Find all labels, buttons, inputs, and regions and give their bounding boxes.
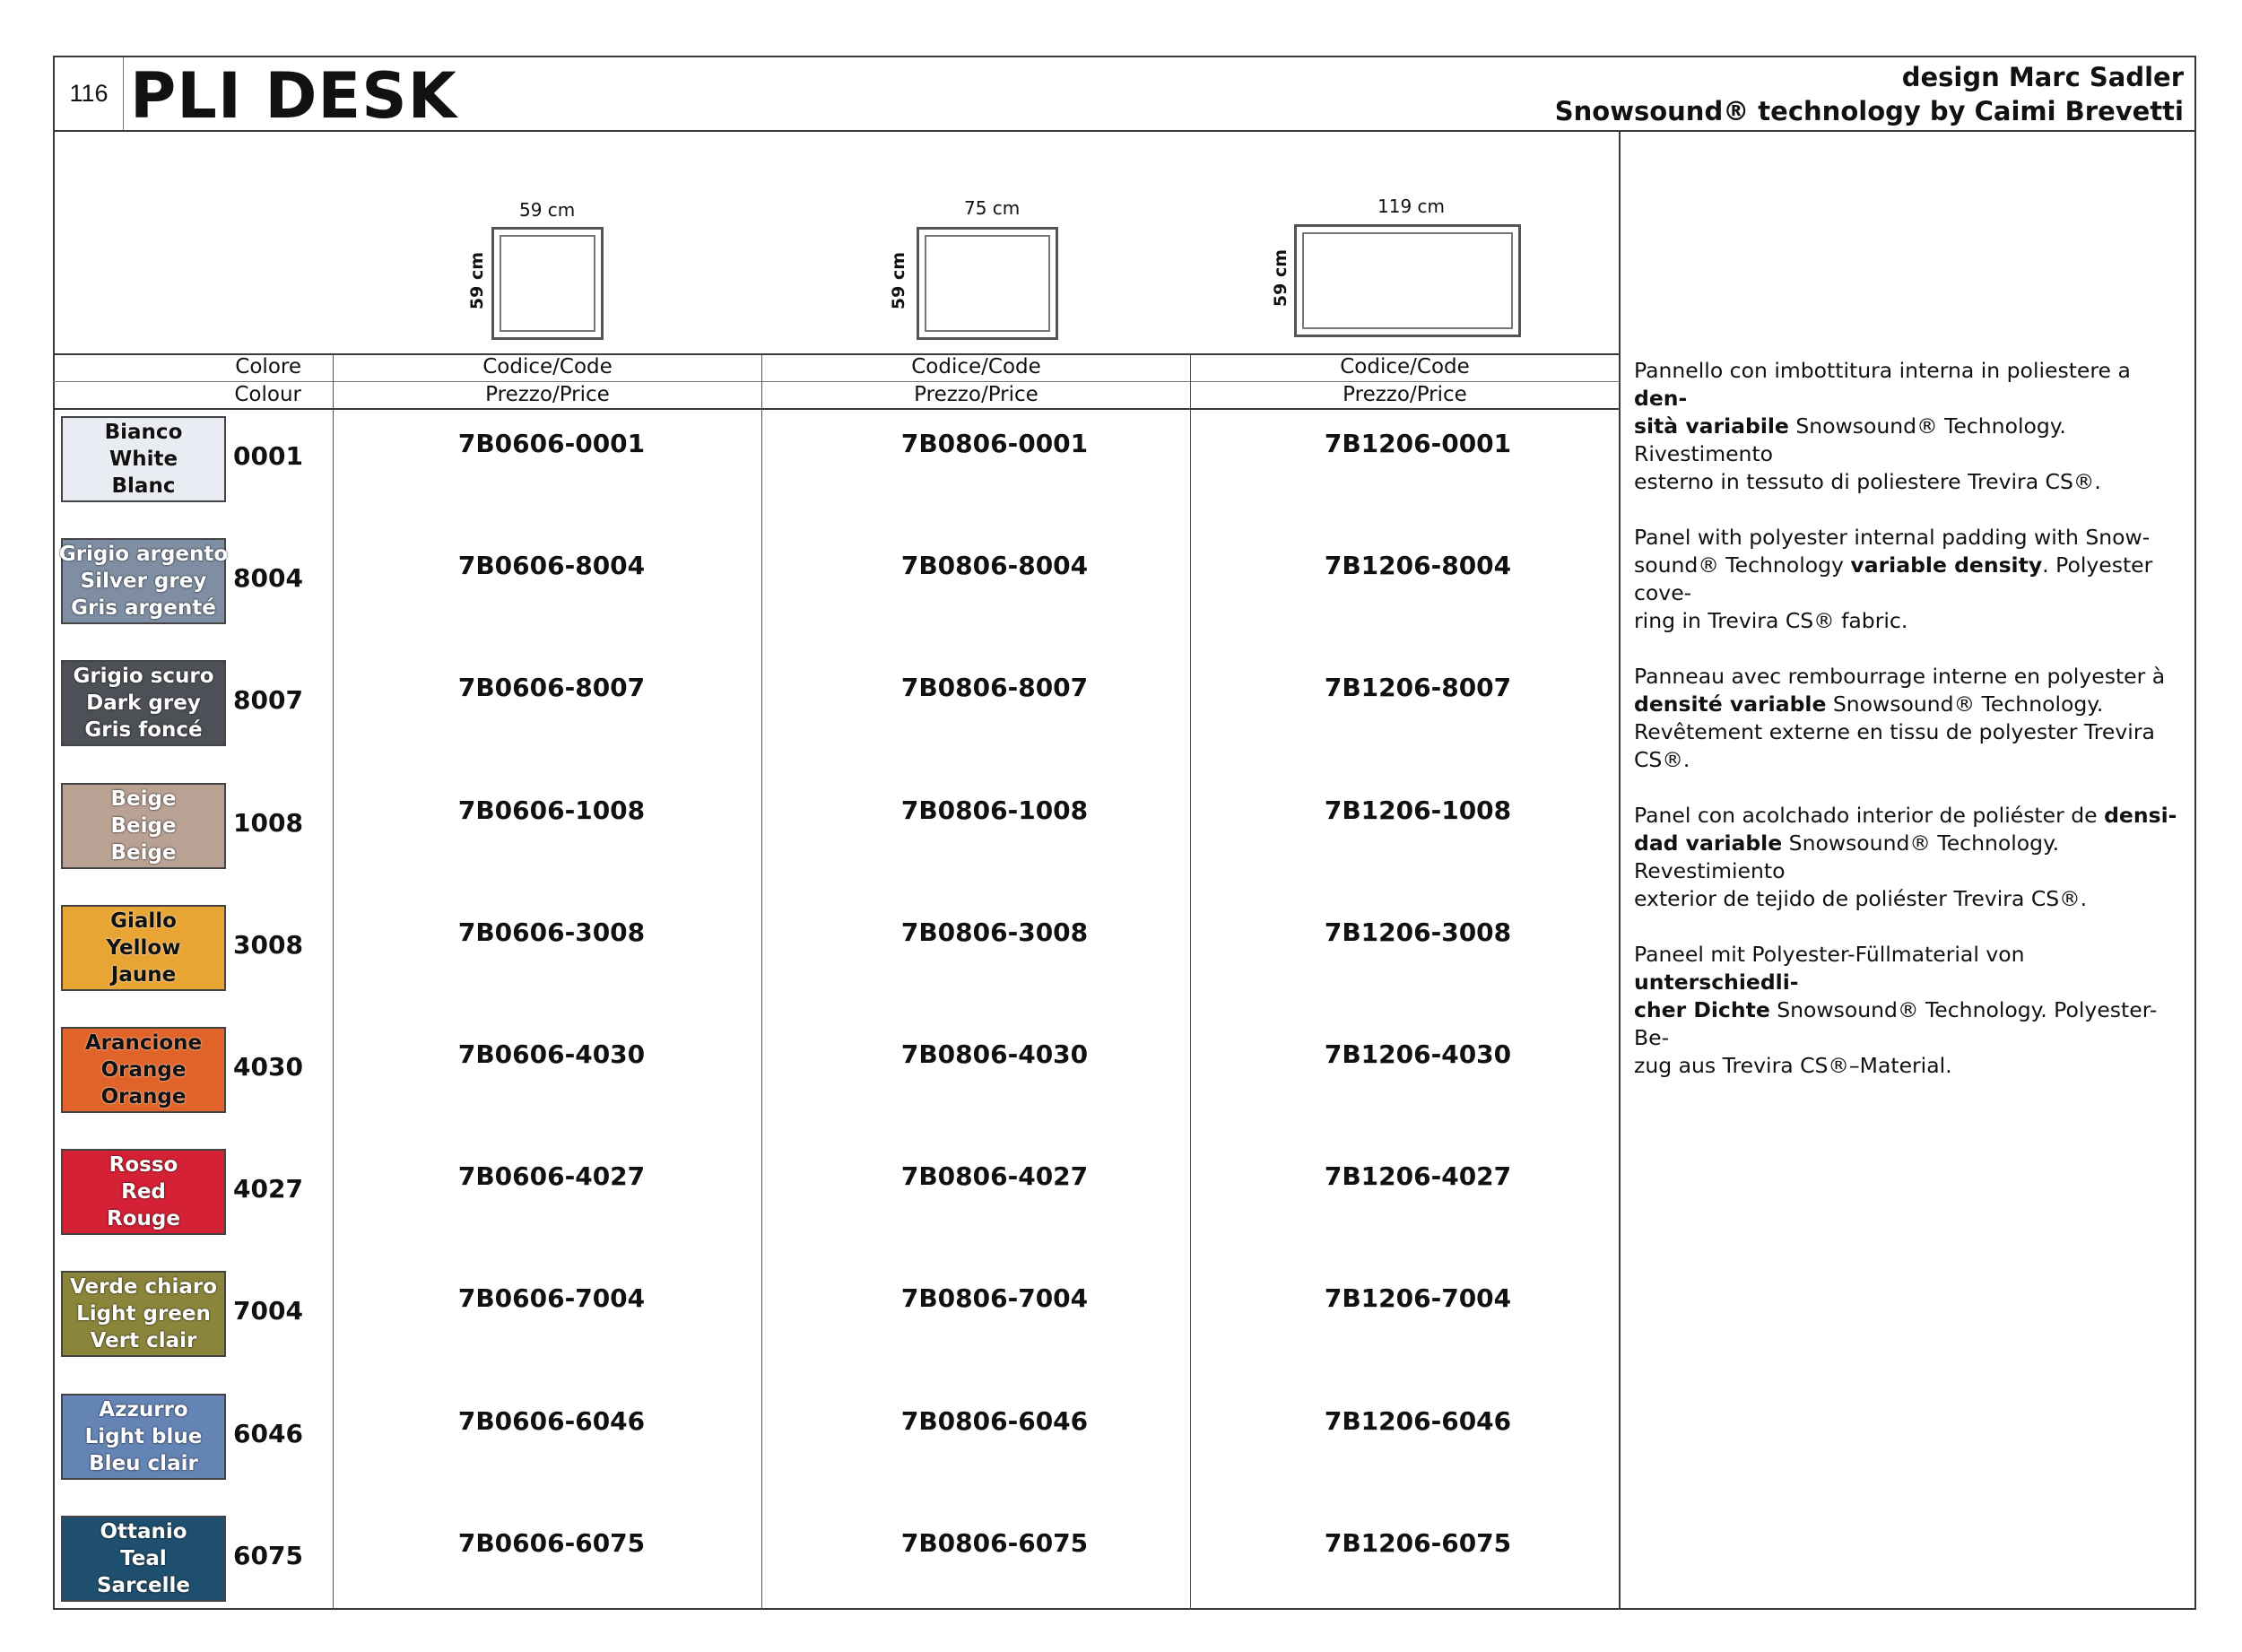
- swatch-name-en: Yellow: [106, 935, 181, 960]
- swatch-name-it: Beige: [110, 787, 177, 811]
- page-header: [55, 57, 2194, 132]
- dim-width-3: 119 cm: [1377, 196, 1446, 217]
- description-text: Snowsound® Technology. Revestimiento: [1634, 830, 2060, 883]
- description-text: zug aus Trevira CS®–Material.: [1634, 1053, 1952, 1078]
- swatch-name-en: Light green: [76, 1302, 211, 1326]
- swatch-name-it: Arancione: [84, 1031, 203, 1055]
- product-code: 7B1206-6046: [1324, 1405, 1512, 1436]
- swatch-name-it: Giallo: [110, 909, 177, 933]
- swatch-name-it: Verde chiaro: [69, 1275, 218, 1300]
- product-code: 7B0806-7004: [900, 1283, 1089, 1314]
- product-code: 7B0606-4030: [457, 1039, 646, 1069]
- description-paragraph: [1634, 802, 2188, 913]
- product-code: 7B0806-0001: [900, 429, 1089, 458]
- description-paragraph: [1634, 941, 2188, 1080]
- swatch-name-it: Azzurro: [99, 1397, 188, 1422]
- product-code: 7B0606-8004: [457, 551, 646, 581]
- dim-height-3: 59 cm: [1271, 248, 1290, 308]
- description-text: sound® Technology: [1634, 552, 1851, 578]
- description-paragraph: [1634, 524, 2188, 635]
- product-code: 7B1206-6075: [1324, 1527, 1512, 1558]
- colour-code: 7004: [233, 1296, 303, 1326]
- description-text: Pannello con imbottitura interna in poliestere a: [1634, 358, 2131, 383]
- description-paragraph: [1634, 357, 2188, 496]
- swatch-name-it: Ottanio: [100, 1519, 187, 1543]
- product-code: 7B0606-1008: [457, 795, 646, 825]
- description-bold-text: cher Dichte: [1634, 997, 1770, 1022]
- price-header-1: Prezzo/Price: [485, 383, 610, 406]
- colour-swatch-0001: [61, 416, 226, 502]
- swatch-name-fr: Bleu clair: [89, 1451, 198, 1475]
- swatch-name-it: Rosso: [109, 1153, 178, 1178]
- colour-swatch-8004: [58, 538, 229, 624]
- product-code: 7B0606-3008: [457, 917, 646, 947]
- product-code: 7B0806-4027: [900, 1161, 1089, 1192]
- colour-code: 1008: [233, 807, 303, 838]
- product-code: 7B1206-1008: [1324, 795, 1512, 825]
- product-code: 7B1206-0001: [1324, 429, 1512, 458]
- dim-width-1: 59 cm: [519, 199, 576, 221]
- description-text: Snowsound® Technology. Polyester-Be-: [1634, 997, 2158, 1050]
- colour-header-en: Colour: [234, 383, 301, 406]
- product-code: 7B0806-3008: [900, 917, 1089, 947]
- swatch-name-en: Silver grey: [80, 570, 207, 594]
- code-header-3: Codice/Code: [1340, 355, 1470, 378]
- page-title: PLI DESK: [130, 59, 457, 133]
- swatch-name-fr: Vert clair: [90, 1329, 197, 1353]
- product-code: 7B0806-6046: [900, 1405, 1089, 1436]
- swatch-name-fr: Rouge: [107, 1207, 180, 1231]
- colour-swatch-4027: [61, 1149, 226, 1235]
- table-header-rule: [53, 408, 1620, 410]
- description-text: Revêtement externe en tissu de polyester Trevira CS®.: [1634, 719, 2155, 772]
- colour-code: 4027: [233, 1174, 303, 1204]
- swatch-name-it: Bianco: [104, 421, 183, 444]
- swatch-name-en: Dark grey: [86, 691, 201, 716]
- colour-code: 4030: [233, 1052, 303, 1082]
- table-mid-rule: [53, 381, 1620, 382]
- product-code: 7B1206-8007: [1324, 673, 1512, 703]
- code-header-2: Codice/Code: [911, 355, 1041, 378]
- description-bold-text: densité variable: [1634, 691, 1827, 717]
- dim-height-2: 59 cm: [889, 251, 908, 310]
- price-header-2: Prezzo/Price: [914, 383, 1038, 406]
- description-text: . Polyester cove-: [1634, 552, 2153, 605]
- page-number: 116: [55, 57, 124, 130]
- description-paragraph: [1634, 663, 2188, 774]
- product-description: [1634, 357, 2188, 1108]
- col-divider-1: [333, 354, 334, 1610]
- product-code: 7B1206-4030: [1324, 1039, 1512, 1069]
- technology-credit: Snowsound® technology by Caimi Brevetti: [1554, 96, 2184, 126]
- swatch-name-it: Grigio scuro: [73, 665, 214, 689]
- description-text: esterno in tessuto di poliestere Trevira CS®.: [1634, 469, 2101, 494]
- product-code: 7B1206-4027: [1324, 1161, 1512, 1192]
- product-code: 7B0606-0001: [457, 429, 646, 458]
- price-header-3: Prezzo/Price: [1343, 383, 1467, 406]
- swatch-name-en: Orange: [100, 1058, 187, 1082]
- swatch-name-fr: Orange: [100, 1085, 187, 1109]
- designer-credit: design Marc Sadler: [1901, 62, 2184, 92]
- code-header-1: Codice/Code: [482, 355, 613, 378]
- swatch-name-fr: Beige: [110, 840, 177, 865]
- swatch-name-it: Grigio argento: [58, 543, 229, 567]
- swatch-name-en: White: [109, 448, 178, 471]
- col-divider-2: [761, 354, 762, 1610]
- dim-width-2: 75 cm: [964, 197, 1021, 219]
- product-code: 7B0606-6075: [457, 1527, 646, 1558]
- product-code: 7B0806-6075: [900, 1527, 1089, 1558]
- swatch-name-fr: Gris foncé: [84, 718, 203, 743]
- colour-code: 8007: [233, 685, 303, 716]
- dim-height-1: 59 cm: [467, 251, 487, 310]
- swatch-name-en: Beige: [110, 813, 177, 838]
- colour-code: 6075: [233, 1540, 303, 1570]
- colour-code: 8004: [233, 563, 303, 594]
- product-code: 7B0806-4030: [900, 1039, 1089, 1069]
- swatch-name-fr: Blanc: [111, 474, 176, 498]
- description-bold-text: densi-: [2104, 803, 2177, 828]
- colour-swatch-4030: [61, 1027, 226, 1113]
- description-text: Paneel mit Polyester-Füllmaterial von: [1634, 942, 2025, 967]
- swatch-name-en: Red: [121, 1180, 166, 1204]
- colour-swatch-6046: [61, 1394, 226, 1480]
- product-code: 7B0806-8007: [900, 673, 1089, 703]
- product-code: 7B1206-8004: [1324, 551, 1512, 581]
- colour-code: 0001: [233, 441, 303, 471]
- description-text: exterior de tejido de poliéster Trevira CS®.: [1634, 886, 2088, 911]
- description-bold-text: sità variabile: [1634, 413, 1789, 439]
- description-text: Snowsound® Technology. Rivestimento: [1634, 413, 2066, 466]
- description-bold-text: dad variable: [1634, 830, 1783, 856]
- panel-drawing-75x59: [917, 227, 1058, 340]
- swatch-name-fr: Gris argenté: [71, 596, 216, 621]
- colour-swatch-1008: [61, 783, 226, 869]
- colour-swatch-8007: [61, 660, 226, 746]
- description-bold-text: variable density: [1850, 552, 2043, 578]
- panel-drawing-59x59: [491, 227, 604, 340]
- description-text: Panel con acolchado interior de poliéster de: [1634, 803, 2105, 828]
- product-code: 7B0606-6046: [457, 1405, 646, 1436]
- product-code: 7B0806-8004: [900, 551, 1089, 581]
- swatch-name-en: Teal: [120, 1546, 167, 1570]
- colour-code: 6046: [233, 1418, 303, 1448]
- description-bold-text: unterschiedli-: [1634, 969, 1799, 995]
- colour-code: 3008: [233, 929, 303, 960]
- product-code: 7B0606-7004: [457, 1283, 646, 1314]
- colour-swatch-7004: [61, 1271, 226, 1357]
- product-code: 7B1206-3008: [1324, 917, 1512, 947]
- panel-drawing-119x59: [1294, 224, 1521, 337]
- credits: [1555, 60, 2184, 128]
- colour-header-it: Colore: [235, 355, 301, 378]
- colour-swatch-6075: [61, 1516, 226, 1602]
- description-text: Snowsound® Technology.: [1826, 691, 2104, 717]
- product-code: 7B1206-7004: [1324, 1283, 1512, 1314]
- description-text: Panel with polyester internal padding with Snow-: [1634, 525, 2151, 550]
- swatch-name-fr: Jaune: [110, 962, 177, 987]
- description-text: ring in Trevira CS® fabric.: [1634, 608, 1908, 633]
- product-code: 7B0606-8007: [457, 673, 646, 703]
- product-code: 7B0806-1008: [900, 795, 1089, 825]
- swatch-name-en: Light blue: [84, 1424, 203, 1448]
- description-text: Panneau avec rembourrage interne en polyester à: [1634, 664, 2166, 689]
- swatch-name-fr: Sarcelle: [96, 1573, 191, 1597]
- product-code: 7B0606-4027: [457, 1161, 646, 1192]
- col-divider-3: [1190, 354, 1191, 1610]
- description-bold-text: den-: [1634, 386, 1688, 411]
- colour-swatch-3008: [61, 905, 226, 991]
